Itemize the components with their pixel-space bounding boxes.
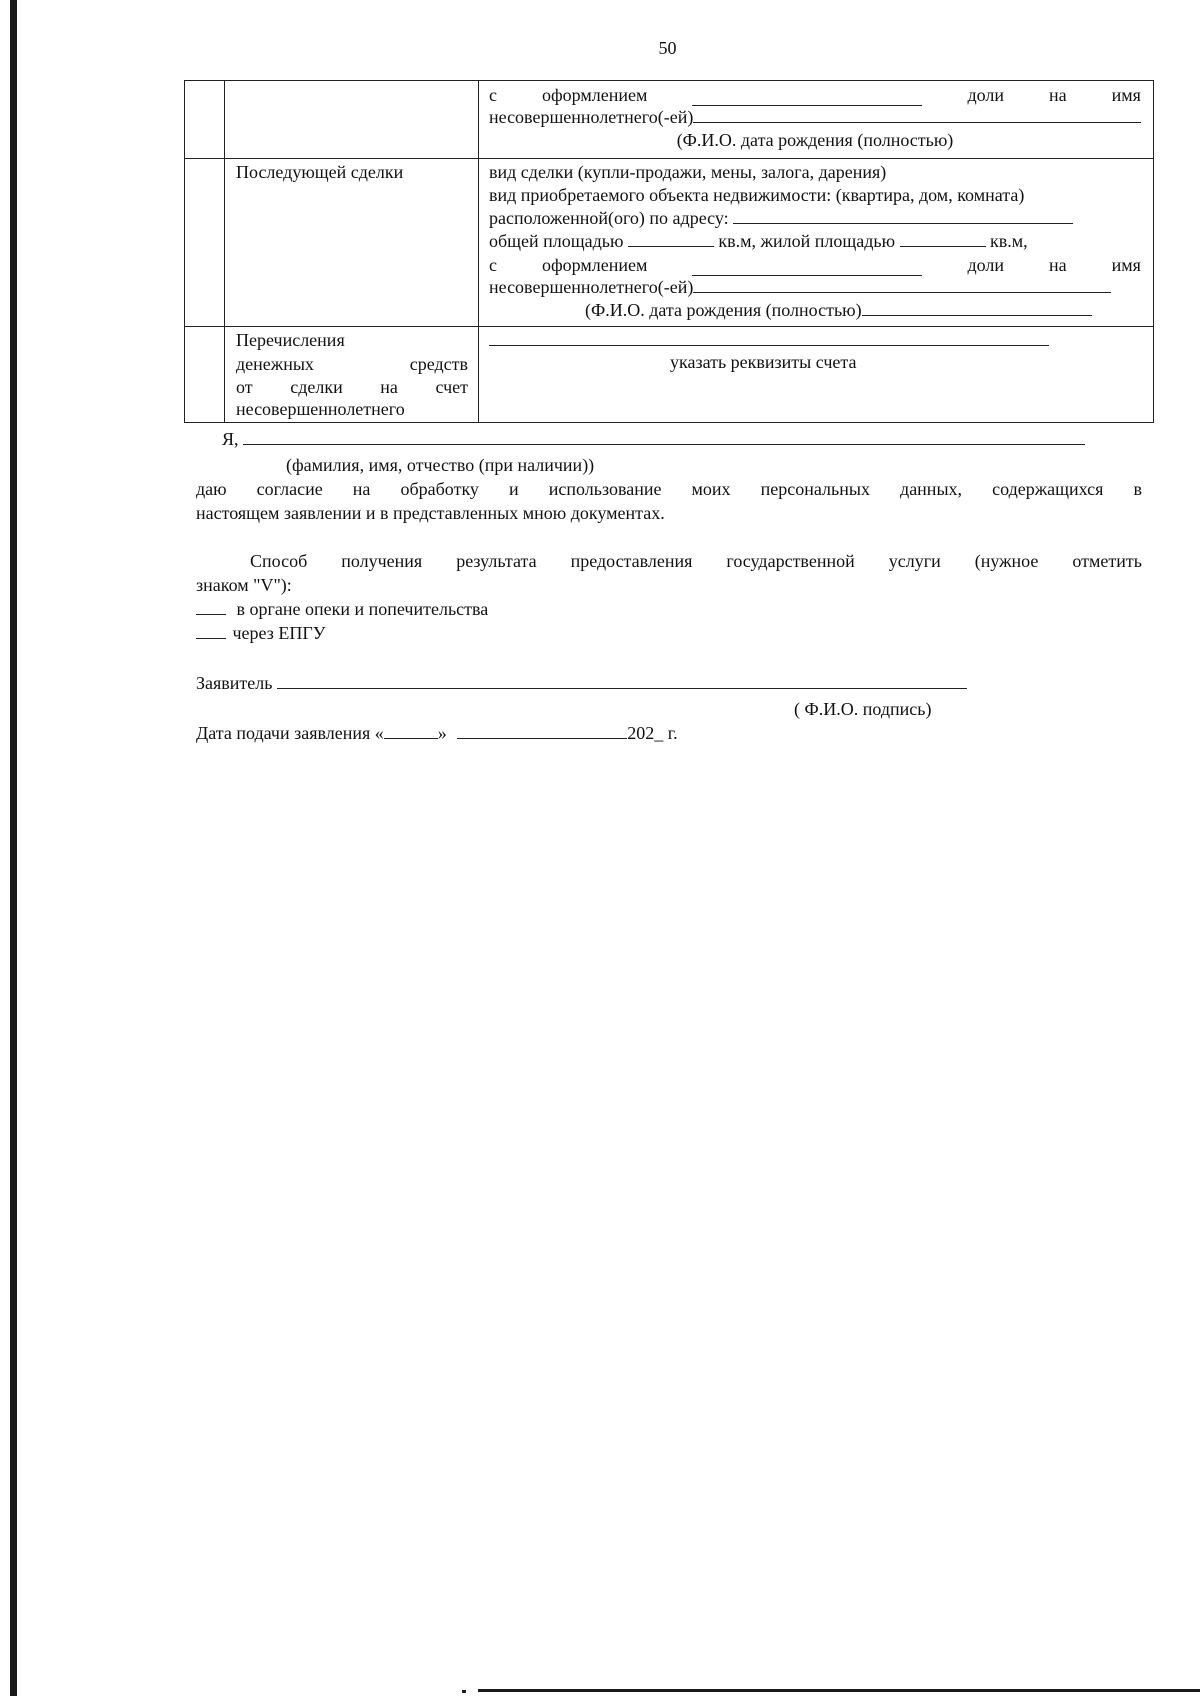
table-row (185, 327, 1154, 423)
subject-cell (225, 81, 479, 159)
subject-cell (225, 327, 479, 423)
c-word: с (489, 84, 497, 105)
subject-cell (225, 159, 479, 327)
subject-line: несовершеннолетнего (236, 399, 405, 419)
fio-hint-underline (862, 299, 1092, 316)
address-label: расположенной(ого) по адресу: (489, 208, 729, 228)
share-blank[interactable] (692, 259, 922, 276)
page-number: 50 (658, 38, 677, 58)
date-day-blank[interactable] (384, 722, 438, 739)
application-table (184, 80, 1154, 423)
c-word: с (489, 254, 497, 275)
object-type-line: вид приобретаемого объекта недвижимости: (квартира, дом, комната) (489, 185, 1025, 205)
share-word: доли (967, 84, 1004, 105)
i-label: Я, (222, 429, 239, 449)
option-epgu-label: через ЕПГУ (232, 623, 326, 643)
date-line (196, 722, 678, 745)
row-number-cell (185, 81, 225, 159)
table-row (185, 81, 1154, 159)
subject-word: денежных (236, 353, 314, 374)
subject-word: на (380, 376, 398, 397)
registration-word: оформлением (542, 254, 648, 275)
address-blank[interactable] (733, 207, 1073, 224)
method-option-epgu (196, 622, 326, 645)
minor-blank[interactable] (693, 276, 1111, 293)
content-cell (479, 159, 1154, 327)
option-office-label: в органе опеки и попечительства (236, 599, 489, 619)
registration-line (489, 83, 1141, 106)
registration-line (489, 253, 1141, 276)
area-line (489, 230, 1141, 253)
subject-word: средств (409, 353, 468, 374)
account-hint: указать реквизиты счета (670, 352, 857, 372)
date-label: Дата подачи заявления « (196, 723, 384, 743)
method-text-line-1: Способ получения результата предоставления государственной услуги (нужное отметить (250, 551, 1142, 571)
share-word: доли (967, 254, 1004, 275)
minor-label: несовершеннолетнего(-ей) (489, 107, 694, 127)
minor-line (489, 276, 1141, 299)
minor-blank[interactable] (693, 106, 1141, 123)
registration-word: оформлением (542, 84, 648, 105)
area-unit-label: кв.м, (990, 231, 1028, 251)
method-option-office (196, 598, 488, 621)
consent-name-line (222, 428, 1102, 452)
applicant-fio-hint: ( Ф.И.О. подпись) (794, 699, 932, 719)
area-total-label: общей площадью (489, 231, 624, 251)
option-office-checkbox[interactable] (196, 598, 226, 615)
applicant-line (196, 672, 967, 695)
area-living-label: кв.м, жилой площадью (718, 231, 896, 251)
minor-label: несовершеннолетнего(-ей) (489, 277, 694, 297)
share-blank[interactable] (692, 89, 922, 106)
consent-text-line-2: настоящем заявлении и в представленных мною документах. (196, 503, 665, 523)
date-quote-close: » (437, 723, 447, 743)
subject-line (236, 375, 468, 398)
content-cell (479, 327, 1154, 423)
method-text-line-2: знаком "V"): (196, 575, 292, 595)
subject-line: Перечисления (236, 330, 345, 350)
consent-name-hint: (фамилия, имя, отчество (при наличии)) (286, 455, 595, 475)
on-word: на (1049, 84, 1067, 105)
fio-hint-line (489, 299, 1141, 322)
subject-word: счет (435, 376, 468, 397)
option-epgu-checkbox[interactable] (196, 622, 226, 639)
scan-mark (462, 1690, 466, 1693)
content-cell (479, 81, 1154, 159)
date-month-blank[interactable] (457, 722, 627, 739)
subject-label: Последующей сделки (236, 162, 404, 182)
fio-hint: (Ф.И.О. дата рождения (полностью) (676, 130, 954, 150)
date-year: 202_ г. (627, 723, 678, 743)
account-blank[interactable] (489, 329, 1049, 346)
scan-bottom-edge (478, 1689, 1200, 1692)
subject-line (236, 352, 468, 375)
on-word: на (1049, 254, 1067, 275)
scan-left-edge (10, 0, 17, 1696)
account-line (489, 329, 1141, 351)
subject-word: сделки (290, 376, 343, 397)
fio-hint: (Ф.И.О. дата рождения (полностью) (585, 300, 862, 320)
name-word: имя (1111, 84, 1141, 105)
deal-type-line: вид сделки (купли-продажи, мены, залога, дарения) (489, 162, 887, 182)
applicant-signature-blank[interactable] (277, 672, 967, 689)
area-living-blank[interactable] (900, 230, 986, 247)
row-number-cell (185, 327, 225, 423)
table-row (185, 159, 1154, 327)
address-line (489, 207, 1141, 230)
applicant-label: Заявитель (196, 673, 273, 693)
consent-name-blank[interactable] (243, 428, 1085, 445)
minor-line (489, 106, 1141, 129)
area-total-blank[interactable] (628, 230, 714, 247)
consent-text-line-1: даю согласие на обработку и использование моих персональных данных, содержащихся в (196, 479, 1142, 499)
row-number-cell (185, 159, 225, 327)
name-word: имя (1111, 254, 1141, 275)
subject-word: от (236, 376, 253, 397)
